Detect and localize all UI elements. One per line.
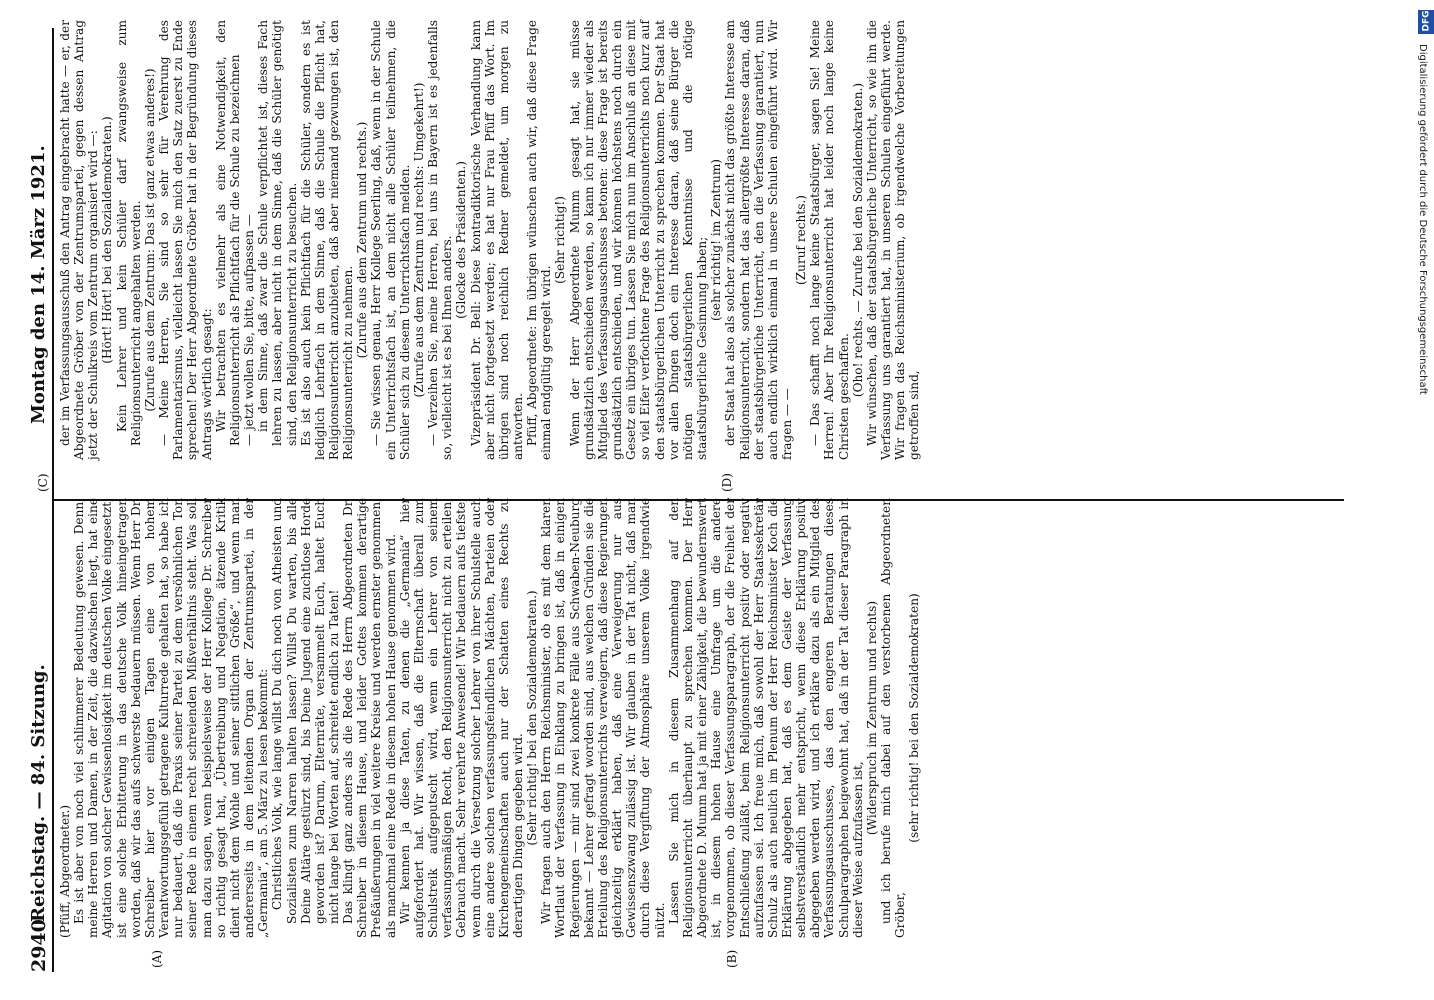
page-number: 2940 [28,919,50,972]
interjection: (Zurufe aus dem Zentrum und rechts: Umgekehrt!) [411,82,426,398]
paragraph: Wenn der Herr Abgeordnete Mumm gesagt hat, sie müsse grundsätzlich entschieden werden, so kann ich nur immer wieder als Mitglied des Verfassungsausschusses betonen: diese Frage ist bereits grundsätzlich entschieden, und wir können höchstens noch durch ein Gesetz ein übriges tun. Lassen Sie mich nun im Anschluß an diese mit so viel Eifer verfochtene Frage des Religionsunterrichts noch kurz auf den staatsbürgerlichen Unterricht zu sprechen kommen. Der Staat hat vor allen Dingen doch ein Interesse daran, daß seine Bürger die nötigen staatsbürgerlichen Kenntnisse und die nötige staatsbürgerliche Gesinnung haben; [567,20,710,460]
interjection: (Widerspruch im Zentrum und rechts) [864,600,879,836]
paragraph: Das klingt ganz anders als die Rede des Herrn Abgeordneten Dr. Schreiber in diesem Hause, und leider Gottes kommen derartige Preßäußerungen in viel weitere Kreise und werden ernster genommen, als manchmal eine Rede in diesem hohen Hause genommen wird. [341,498,398,938]
paragraph: und ich berufe mich dabei auf den verstorbenen Abgeordneten Gröber, [879,498,908,938]
interjection: (Zurufe aus dem Zentrum und rechts.) [355,121,370,359]
paragraph: Wir wünschen, daß der staatsbürgerliche Unterricht, so wie ihn die Verfassung uns garantiert hat, in unseren Schulen eingeführt werde. Wir fragen das Reichsministerium, ob irgendwelche Vorbereitungen getroffen sind, [864,20,922,460]
paragraph: — Sie wissen genau, Herr Kollege Soerling, daß, wenn in der Schule ein Unterrichtsfach ist, an dem nicht alle Schüler teilnehmen, die Schüler sich zu diesem Unterrichtsfach melden. [369,20,412,460]
dfg-logo [1418,10,1434,34]
paragraph: Wir kennen ja diese Taten, zu denen die „Germania“ hier aufgefordert hat. Wir wissen, daß die Elternschaft überall zum Schulstreik aufgeputscht wird, wenn ein Lehrer von seinem verfassungsmäßigen Recht, den Religionsunterricht nicht zu erteilen, Gebrauch macht. Sehr verehrte Anwesende! Wir bedauern aufs tiefste, wenn durch die Versetzung solcher Lehrer von ihrer Schulstelle auch eine andere solchen verfassungsfeindlichen Mächten, Parteien oder Kirchengemeinschaften auch nur der Schatten eines Rechts zu derartigen Dingen gegeben wird. [397,498,525,938]
interjection: (Sehr richtig! bei den Sozialdemokraten.) [525,590,540,846]
quotation: in dem Sinne, daß zwar die Schule verpflichtet ist, dieses Fach lehren zu lassen, aber nicht in dem Sinne, daß die Schüler genötigt sind, den Religionsunterricht zu besuchen. [256,20,299,446]
paragraph: Pfüff, Abgeordnete: Im übrigen wünschen auch wir, daß diese Frage einmal endgültig geregelt wird. [525,20,554,460]
header-publication: Reichstag. — 84. Sitzung. [28,664,49,922]
quotation: Wir betrachten es vielmehr als eine Notwendigkeit, den Religionsunterricht als Pflichtfach für die Schule zu bezeichnen [213,20,242,446]
paragraph: Es ist aber von noch viel schlimmerer Bedeutung gewesen. Denn, meine Herren und Damen, in der Zeit, die dazwischen liegt, hat eine Agitation von solcher Gewissenlosigkeit im deutschen Volke eingesetzt, ist eine solche Erbitterung in das deutsche Volk hineingetragen worden, daß wir das aufs schwerste bedauern müssen. Wenn Herr Dr. Schreiber hier vor einigen Tagen eine von hohem Verantwortungsgefühl getragene Kulturrede gehalten hat, so habe ich nur bedauert, daß die Praxis seiner Partei zu dem versöhnlichen Ton seiner Rede in einem recht schreienden Mißverhältnis steht. Was soll man dazu sagen, wenn beispielsweise der Herr Kollege Dr. Schreiber so richtig gesagt hat, „Übertreibung und Negation, ätzende Kritik dient nicht dem Wohle und seiner sittlichen Größe“, und wenn man andererseits in dem leitenden Organ der Zentrumspartei, in der „Germania“, am 5. März zu lesen bekommt: [72,498,271,938]
interjection: (Hört! Hört! bei den Sozialdemokraten.) [100,116,115,364]
paragraph: — Meine Herren, Sie sind so sehr für Verehrung des Parlamentarismus, vielleicht lassen Sie mich den Satz zuerst zu Ende sprechen! Der Herr Abgeordnete Gröber hat in der Begründung dieses Antrags wörtlich gesagt: [157,20,214,460]
interjection: (sehr richtig! bei den Sozialdemokraten) [907,593,922,843]
paragraph: der Staat hat also als solcher zunächst nicht das größte Interesse am Religionsunterricht, sondern hat das allergrößte Interesse daran, daß der staatsbürgerliche Unterricht, den die Verfassung garantiert, nun auch endlich wirklich einmal in unsere Schulen eingeführt wird. Wir fragen — — [723,20,794,460]
quotation: Kein Lehrer und kein Schüler darf zwangsweise zum Religionsunterricht angehalten werden. [114,20,143,446]
paragraph: — Verzeihen Sie, meine Herren, bei uns in Bayern ist es jedenfalls so, vielleicht ist es bei Ihnen anders. [426,20,455,460]
paragraph: Es ist also auch kein Pflichtfach für die Schüler, sondern es ist lediglich Lehrfach in dem Sinne, daß die Schule die Pflicht hat, Religionsunterricht anzubieten, daß aber niemand gezwungen ist, den Religionsunterricht zu nehmen. [298,20,356,460]
header-date: Montag den 14. März 1921. [28,145,49,424]
paragraph: der im Verfassungsausschuß den Antrag eingebracht hatte — er, der Abgeordnete Gröber von der Zentrumspartei, gegen dessen Antrag jetzt der Schulkreis vom Zentrum organisiert wird —: [58,20,101,460]
paragraph: — Das schafft noch lange keine Staatsbürger, sagen Sie! Meine Herren! Aber Ihr Religionsunterricht hat leider noch lange keine Christen geschaffen. [808,20,851,460]
quotation: Christliches Volk, wie lange willst Du dich noch von Atheisten und Sozialisten zum Narren halten lassen? Willst Du warten, bis alle Deine Altäre gestürzt sind, bis Deine Jugend eine zuchtlose Horde geworden ist? Darum, Elternräte, versammelt Euch, haltet Euch nicht lange bei Worten auf, schreitet endlich zu Taten! [270,498,341,924]
interjection: (Zuruf rechts.) [794,195,809,285]
interjection: (Oho! rechts. — Zurufe bei den Sozialdemokraten.) [850,82,865,398]
margin-marker-a: (A) [150,949,164,968]
paragraph: Lassen Sie mich in diesem Zusammenhang auf den Religionsunterricht überhaupt zu sprechen kommen. Der Herr Abgeordnete D. Mumm hat ja mit einer Zähigkeit, die bewundernswert ist, in diesem hohen Hause eine Umfrage um die andere vorgenommen, ob dieser Verfassungsparagraph, der die Freiheit der Entschließung zuläßt, beim Religionsunterricht positiv oder negativ aufzufassen sei. Ich freue mich, daß sowohl der Herr Staatssekretär Schulz als auch neulich im Plenum der Herr Reichsminister Koch die Erklärung abgegeben hat, daß es dem Geiste der Verfassung selbstverständlich mehr entspricht, wenn diese Erklärung positiv abgegeben werden wird, und ich erkläre dazu als ein Mitglied des Verfassungsausschusses, das den engeren Beratungen dieses Schulparagraphen beigewohnt hat, daß in der Tat dieser Paragraph in dieser Weise aufzufassen ist, [666,498,865,938]
margin-marker-d: (D) [720,473,734,492]
left-text-column [58,498,922,938]
paragraph: Wir fragen auch den Herrn Reichsminister, ob es mit dem klaren Wortlaut der Verfassung in Einklang zu bringen ist, daß in einigen Regierungen — mir sind zwei konkrete Fälle aus Schwaben-Neuburg bekannt — Lehrer gefragt worden sind, aus welchen Gründen sie die Erteilung des Religionsunterrichts verweigern, daß diese Regierungen gleichzeitig erklärt haben, daß eine Verweigerung nur aus Gewissenszwang zulässig ist. Wir glauben in der Tat nicht, daß man durch diese Vergiftung der Atmosphäre unserem Volke irgendwie nützt. [539,498,667,938]
interjection: (Sehr richtig!) [553,196,568,284]
paragraph: Vizepräsident Dr. Bell: Diese kontradiktorische Verhandlung kann aber nicht fortgesetzt werden; es hat nur Frau Pfüff das Wort. Im übrigen sind noch reichlich Redner gemeldet, um morgen zu antworten. [468,20,525,460]
right-text-column [58,20,922,460]
digitization-credit: Digitalisierung gefördert durch die Deutsche Forschungsgemeinschaft [1417,44,1428,395]
margin-marker-c: (C) [36,473,50,492]
interjection: (Zurufe aus dem Zentrum: Das ist ganz etwas anderes!) [142,68,157,412]
margin-marker-b: (B) [725,949,739,968]
speaker-label: (Pfüff, Abgeordneter.) [58,804,72,938]
paragraph: — jetzt wollen Sie, bitte, aufpassen — [242,214,257,446]
interjection: (sehr richtig! im Zentrum) [709,158,724,322]
dfg-logo-text: DFG [1421,10,1432,32]
interjection: (Glocke des Präsidenten.) [454,161,469,319]
